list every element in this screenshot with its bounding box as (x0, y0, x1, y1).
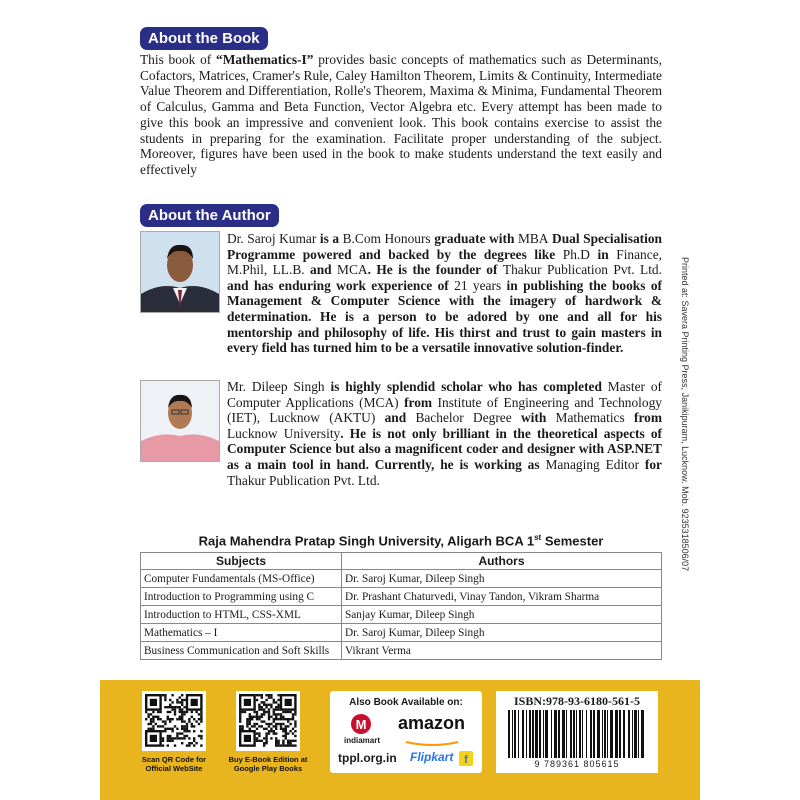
svg-text:f: f (464, 754, 468, 766)
website-link[interactable]: tppl.org.in (338, 751, 397, 765)
author1-photo (140, 231, 220, 313)
barcode (506, 710, 648, 758)
university-title-sup: st (534, 533, 542, 542)
bold-run: Dual Specialisation Programme powered and backed by the degrees like (227, 231, 662, 262)
bold-run: from (398, 394, 438, 410)
author2-bio (227, 379, 662, 488)
qr2-caption: Buy E-Book Edition at Google Play Books (228, 755, 308, 773)
bold-run: for (639, 456, 662, 472)
bold-run: graduate with (430, 231, 518, 246)
text-run: MCA (337, 262, 368, 278)
text-run: provides basic concepts of mathematics such as Determinants, Cofactors, Matrices, Cramer's Rule, Caley Hamilton Theorem, Limits & Continuity, Intermediate Value Theorem and Differentiation, Rolle's Theorem, Maxima & Minima, Fundamental Theorem of Calculus, Gamma and Beta Function, Vector Algebra etc. Every attempt has been made to give this book an impressive and convenient look. This book contains exercise to assist the students in preparing for the examination. Facilitate proper understanding of the subject. Moreover, figures have been used in the book to make students understand the text easily and effectively (140, 52, 662, 177)
about-book-text (140, 52, 662, 178)
subject-cell: Introduction to Programming using C (141, 588, 342, 606)
table-row (141, 642, 662, 660)
bold-run: in publishing the books of Management & Computer Science with the imagery of hardwork & determination. He is a person to be adored by one and all for his mentorship and philosophy of life. His thirst and trust to gain masters in every field has turned him to be a versatile innovative solution-finder. (227, 277, 662, 356)
subject-cell: Mathematics – I (141, 624, 342, 642)
university-title-end: Semester (541, 533, 604, 549)
isbn-label: ISBN:978-93-6180-561-5 (514, 694, 640, 708)
university-title-text: Raja Mahendra Pratap Singh University, Aligarh BCA 1 (198, 533, 535, 549)
svg-text:M: M (355, 717, 367, 732)
text-run: Thakur Publication Pvt. Ltd. (502, 262, 662, 278)
university-title (140, 533, 662, 548)
table-row (141, 606, 662, 624)
text-run: B.Com Honours (342, 231, 431, 246)
available-on-label: Also Book Available on: (349, 697, 463, 708)
book-title: “Mathematics-I” (216, 52, 314, 67)
authors-cell: Dr. Saroj Kumar, Dileep Singh (342, 570, 662, 588)
authors-cell: Dr. Saroj Kumar, Dileep Singh (342, 624, 662, 642)
authors-cell: Vikrant Verma (342, 642, 662, 660)
amazon-smile-icon (404, 734, 462, 740)
indiamart-icon (344, 713, 378, 735)
subjects-table (140, 552, 662, 660)
subject-cell: Introduction to HTML, CSS-XML (141, 606, 342, 624)
text-run: MBA (517, 231, 549, 246)
qr-code-website[interactable] (142, 691, 206, 751)
bold-run: is highly splendid scholar who has completed (324, 379, 608, 394)
text-run: Dr. Saroj Kumar (227, 231, 317, 246)
text-run: 21 years (454, 277, 502, 293)
flipkart-icon (458, 747, 474, 767)
text-run: Finance, M.Phil, LL.B. (227, 246, 662, 278)
bold-run: in (589, 246, 617, 262)
bold-run: and has enduring work experience of (227, 277, 455, 293)
header-authors: Authors (342, 553, 662, 570)
authors-cell: Dr. Prashant Chaturvedi, Vinay Tandon, Vikram Sharma (342, 588, 662, 606)
table-row (141, 570, 662, 588)
amazon-logo: amazon (398, 713, 466, 733)
text-run: Thakur Publication Pvt. Ltd. (227, 472, 380, 488)
qr1-caption: Scan QR Code for Official WebSite (141, 755, 207, 773)
table-row (141, 588, 662, 606)
text-run: Institute of Engineering and Technology (IET), Lucknow (AKTU) (227, 394, 662, 426)
bold-run: from (624, 410, 662, 426)
bold-run: and (375, 410, 416, 426)
header-subjects: Subjects (141, 553, 342, 570)
author2-photo (140, 380, 220, 462)
svg-text:Printed at: Savera Printing Pr: Printed at: Savera Printing Press, Janikipuram, Lucknow. Mob. 9235318506/07 (680, 257, 690, 572)
flipkart-logo: Flipkart (410, 750, 454, 764)
subject-cell: Computer Fundamentals (MS-Office) (141, 570, 342, 588)
table-header-row (141, 553, 662, 570)
about-book-heading: About the Book (140, 27, 268, 50)
available-on-box (330, 691, 482, 773)
bold-run: . He is the founder of (367, 262, 503, 278)
text-run: This book of (140, 52, 217, 67)
qr-code-ebook[interactable] (236, 691, 300, 751)
printer-info (672, 255, 702, 605)
bold-run: . He is not only brilliant in the theoretical aspects of Computer Science but also a magnificent coder and designer with ASP.NET as a main tool in hand. Currently, he is working as (227, 425, 662, 472)
text-run: Lucknow University (227, 425, 341, 441)
indiamart-label: indiamart (343, 736, 380, 745)
author1-bio (227, 231, 662, 356)
authors-cell: Sanjay Kumar, Dileep Singh (342, 606, 662, 624)
isbn-box (496, 691, 658, 773)
bold-run: and (304, 262, 338, 278)
text-run: Ph.D (562, 246, 590, 262)
subject-cell: Business Communication and Soft Skills (141, 642, 342, 660)
bold-run: is a (316, 231, 343, 246)
table-row (141, 624, 662, 642)
text-run: Bachelor Degree (415, 410, 512, 426)
text-run: Master of Computer Applications (MCA) (227, 379, 662, 410)
text-run: Mathematics (555, 410, 625, 426)
bold-run: with (511, 410, 556, 426)
text-run: Mr. Dileep Singh (227, 379, 325, 394)
barcode-digits: 9 789361 805615 (534, 759, 620, 769)
about-author-heading: About the Author (140, 204, 279, 227)
text-run: Managing Editor (545, 456, 640, 472)
